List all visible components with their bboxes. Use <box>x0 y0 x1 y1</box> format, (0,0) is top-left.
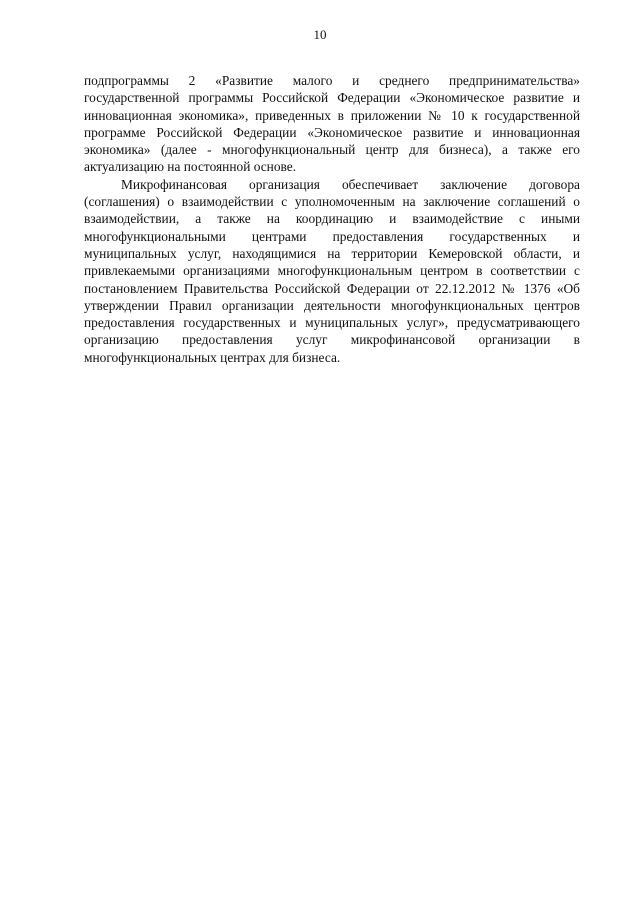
paragraph-continuation: подпрограммы 2 «Развитие малого и среднего предпринимательства» государственной программы Российской Федерации «Экономическое развитие и инновационная экономика», приведенных в приложении № 10 к государственной программе Российской Федерации «Экономическое развитие и инновационная экономика» (далее - многофункциональный центр для бизнеса), а также его актуализацию на постоянной основе. <box>84 73 580 175</box>
page-number: 10 <box>313 27 327 42</box>
body-text <box>84 72 580 366</box>
paragraph-microfinance-agreement: Микрофинансовая организация обеспечивает заключение договора (соглашения) о взаимодействии с уполномоченным на заключение соглашений о взаимодействии, а также на координацию и взаимодействие с иными многофункциональными центрами предоставления государственных и муниципальных услуг, находящимися на территории Кемеровской области, и привлекаемыми организациями многофункциональным центром в соответствии с постановлением Правительства Российской Федерации от 22.12.2012 № 1376 «Об утверждении Правил организации деятельности многофункциональных центров предоставления государственных и муниципальных услуг», предусматривающего организацию предоставления услуг микрофинансовой организации в многофункциональных центрах для бизнеса. <box>84 176 580 365</box>
